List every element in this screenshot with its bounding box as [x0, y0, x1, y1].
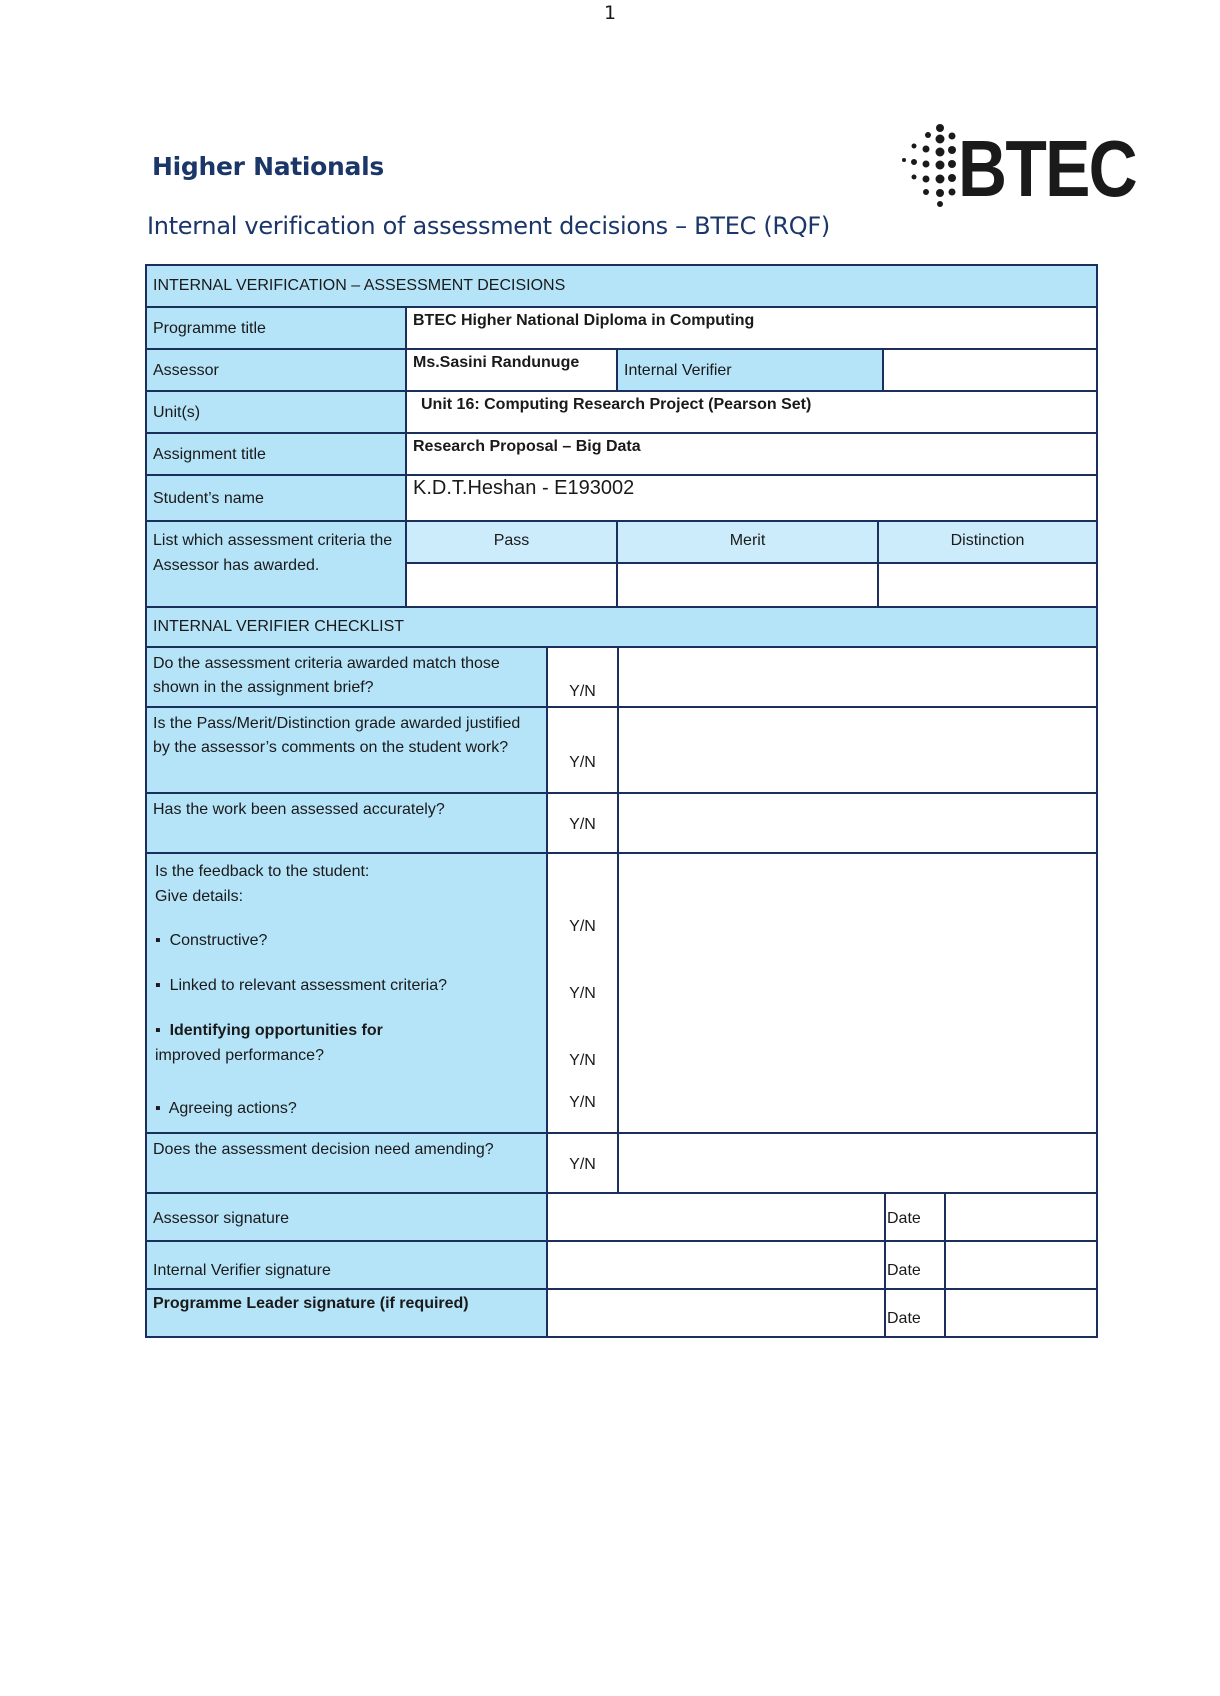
pass-label: Pass	[405, 520, 618, 564]
programme-title-value[interactable]: BTEC Higher National Diploma in Computing	[405, 306, 1098, 350]
page-subtitle: Internal verification of assessment decisions – BTEC (RQF)	[147, 212, 830, 240]
internal-verifier-value[interactable]	[882, 348, 1098, 392]
page-number: 1	[603, 2, 617, 24]
checklist-q4	[145, 852, 548, 1134]
q3-yn[interactable]: Y/N	[546, 792, 619, 854]
distinction-label: Distinction	[877, 520, 1098, 564]
units-value[interactable]: Unit 16: Computing Research Project (Pearson Set)	[405, 390, 1098, 434]
verifier-signature-label: Internal Verifier signature	[145, 1240, 548, 1290]
q4-details-field[interactable]	[617, 852, 1098, 1134]
q1-details-field[interactable]	[617, 646, 1098, 708]
assessor-date-field[interactable]	[944, 1192, 1098, 1242]
q1-yn[interactable]: Y/N	[546, 646, 619, 708]
merit-criteria-field[interactable]	[616, 562, 879, 608]
assessor-label: Assessor	[145, 348, 407, 392]
programme-title-label: Programme title	[145, 306, 407, 350]
units-label: Unit(s)	[145, 390, 407, 434]
criteria-awarded-label: List which assessment criteria the Assessor has awarded.	[145, 520, 407, 608]
programme-leader-signature-label: Programme Leader signature (if required)	[145, 1288, 548, 1338]
q4-bullet-constructive: ▪ Constructive?	[155, 932, 268, 949]
q4-yn-column[interactable]	[546, 852, 619, 1134]
verifier-date-label: Date	[884, 1240, 946, 1290]
verifier-date-field[interactable]	[944, 1240, 1098, 1290]
q2-details-field[interactable]	[617, 706, 1098, 794]
section-heading-verifier-checklist: INTERNAL VERIFIER CHECKLIST	[145, 606, 1098, 648]
q2-yn[interactable]: Y/N	[546, 706, 619, 794]
page-title: Higher Nationals	[152, 152, 384, 181]
merit-label: Merit	[616, 520, 879, 564]
pass-criteria-field[interactable]	[405, 562, 618, 608]
programme-leader-signature-field[interactable]	[546, 1288, 886, 1338]
q4-bullet-linked: ▪ Linked to relevant assessment criteria?	[155, 977, 448, 994]
checklist-q5: Does the assessment decision need amending?	[145, 1132, 548, 1194]
q4-yn-2[interactable]: Y/N	[569, 985, 596, 1002]
checklist-q1: Do the assessment criteria awarded match those shown in the assignment brief?	[145, 646, 548, 708]
q4-bullet-opportunities: ▪ Identifying opportunities for	[155, 1022, 383, 1039]
assessor-value[interactable]: Ms.Sasini Randunuge	[405, 348, 618, 392]
section-heading-assessment-decisions: INTERNAL VERIFICATION – ASSESSMENT DECISIONS	[145, 264, 1098, 308]
assessor-date-label: Date	[884, 1192, 946, 1242]
assignment-title-value[interactable]: Research Proposal – Big Data	[405, 432, 1098, 476]
q3-details-field[interactable]	[617, 792, 1098, 854]
q4-give-details: Give details:	[155, 888, 244, 905]
distinction-criteria-field[interactable]	[877, 562, 1098, 608]
btec-logo	[900, 122, 1140, 213]
q4-yn-4[interactable]: Y/N	[569, 1094, 596, 1111]
q5-yn[interactable]: Y/N	[546, 1132, 619, 1194]
student-name-value[interactable]: K.D.T.Heshan - E193002	[405, 474, 1098, 522]
assessor-signature-field[interactable]	[546, 1192, 886, 1242]
q4-yn-3[interactable]: Y/N	[569, 1052, 596, 1069]
internal-verifier-label: Internal Verifier	[616, 348, 884, 392]
q4-intro: Is the feedback to the student:	[155, 863, 370, 880]
btec-logo-text: BTEC	[958, 124, 1137, 213]
assignment-title-label: Assignment title	[145, 432, 407, 476]
verification-form	[145, 264, 1098, 1344]
programme-leader-date-field[interactable]	[944, 1288, 1098, 1338]
q5-details-field[interactable]	[617, 1132, 1098, 1194]
q4-bullet-opportunities-cont: improved performance?	[155, 1047, 324, 1064]
student-name-label: Student’s name	[145, 474, 407, 522]
verifier-signature-field[interactable]	[546, 1240, 886, 1290]
checklist-q3: Has the work been assessed accurately?	[145, 792, 548, 854]
assessor-signature-label: Assessor signature	[145, 1192, 548, 1242]
programme-leader-date-label: Date	[884, 1288, 946, 1338]
q4-yn-1[interactable]: Y/N	[569, 918, 596, 935]
q4-bullet-agreeing: ▪ Agreeing actions?	[155, 1100, 297, 1117]
checklist-q2: Is the Pass/Merit/Distinction grade awarded justified by the assessor’s comments on the student work?	[145, 706, 548, 794]
